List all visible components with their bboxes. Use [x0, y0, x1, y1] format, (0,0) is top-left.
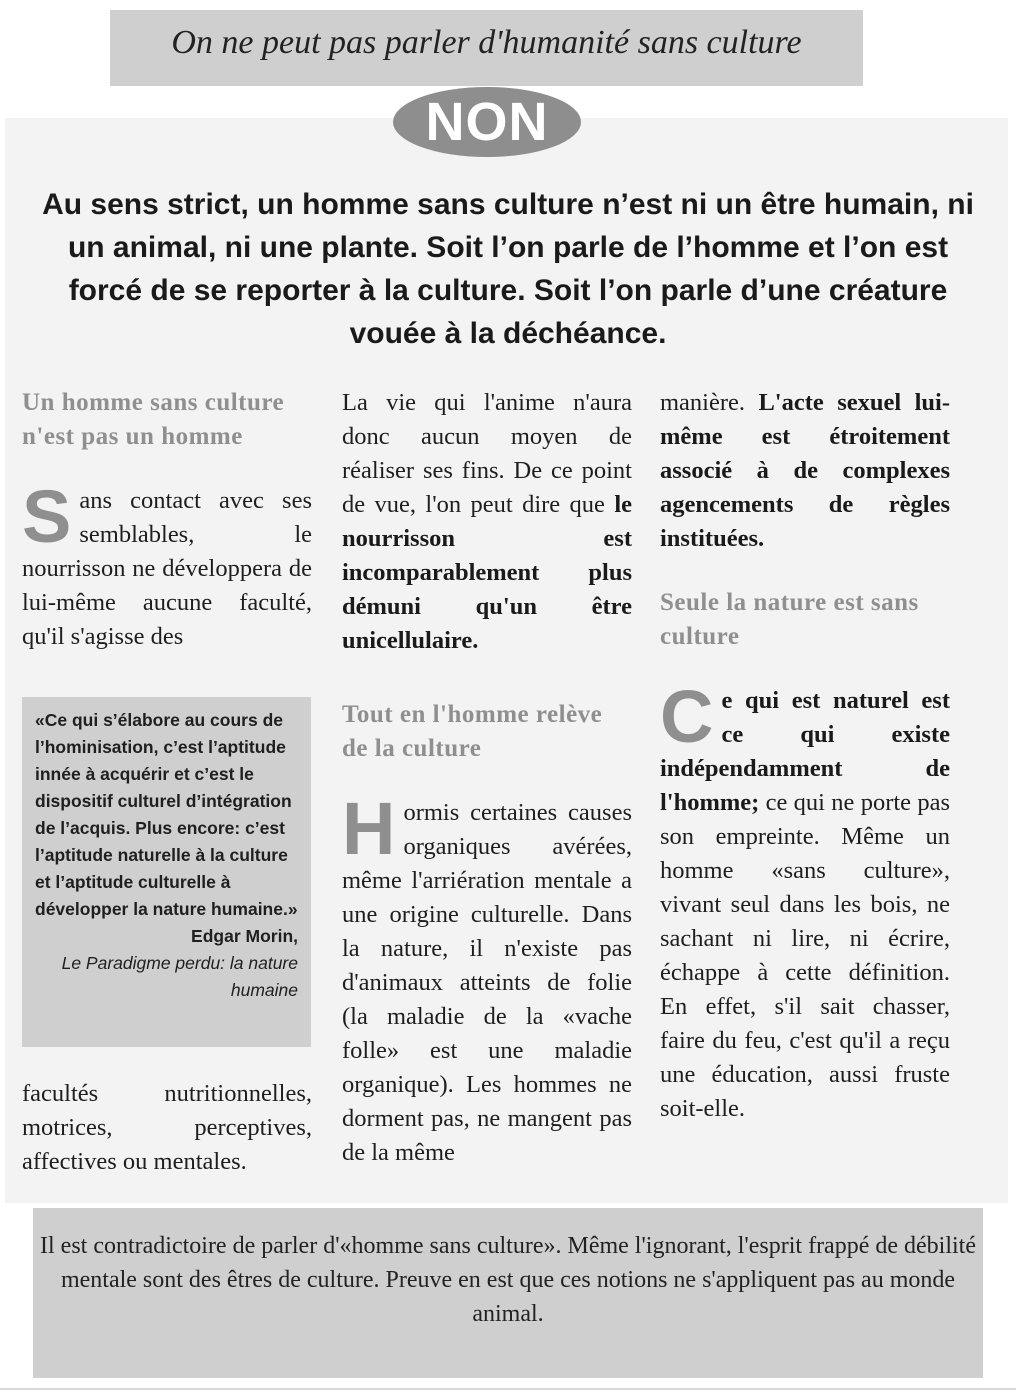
column-2 — [342, 386, 632, 1170]
column-2-paragraph-2 — [342, 787, 632, 1170]
column-1-continuation: facultés nutritionnelles, motrices, perceptives, affectives ou mentales. — [22, 1080, 312, 1175]
column-3-paragraph-2 — [660, 675, 950, 1126]
column-1 — [22, 386, 312, 654]
bottom-rule — [0, 1388, 1016, 1390]
header-title: On ne peut pas parler d'humanité sans culture — [171, 24, 802, 61]
dropcap-c: C — [660, 675, 714, 758]
column-2-heading: Tout en l'homme relève de la culture — [342, 701, 603, 762]
header-banner — [110, 10, 863, 86]
column-1-paragraph — [22, 475, 312, 654]
column-3-paragraph — [660, 386, 950, 556]
column-1-heading: Un homme sans culture n'est pas un homme — [22, 389, 285, 450]
conclusion-banner — [33, 1208, 983, 1378]
quote-box — [22, 697, 311, 1047]
quote-author: Edgar Morin, — [191, 926, 298, 946]
column-2-bold-text: le nourrisson est incomparablement plus démuni qu'un être unicellulaire. — [342, 491, 632, 654]
lead-paragraph: Au sens strict, un homme sans culture n’est ni un être humain, ni un animal, ni une plante. Soit l’on parle de l’homme et l’on est forcé de se reporter à la culture. Soit l’on parle d’une créature vouée à la déchéance. — [42, 188, 974, 350]
column-3 — [660, 386, 950, 1126]
non-badge: NON — [393, 87, 581, 157]
quote-text: «Ce qui s’élabore au cours de l’hominisation, c’est l’aptitude innée à acquérir et c’est le dispositif culturel d’intégration de l’acquis. Plus encore: c’est l’aptitude naturelle à la culture et l’aptitude culturelle à développer la nature humaine.» — [35, 710, 298, 919]
column-2-text-2: ormis certaines causes organiques avérées, même l'arriération mentale a une origine culturelle. Dans la nature, il n'existe pas d'animaux atteints de folie (la maladie de la «vache folle» est une maladie organique). Les hommes ne dorment pas, ne mangent pas de la même — [342, 799, 632, 1166]
column-3-bold-text: L'acte sexuel lui-même est étroitement associé à de complexes agencements de règles instituées. — [660, 389, 951, 552]
column-3-text-2: ce qui ne porte pas son empreinte. Même un homme «sans culture», vivant seul dans les bois, ne sachant ni lire, ni écrire, échappe à cette définition. En effet, s'il sait chasser, faire du feu, c'est qu'il a reçu une éducation, aussi fruste soit-elle. — [660, 789, 950, 1122]
quote-source: Le Paradigme perdu: la nature humaine — [61, 953, 298, 1000]
column-3-text: manière. — [660, 389, 746, 416]
column-1-text: ans contact avec ses semblables, le nourrisson ne développera de lui-même aucune faculté, qu'il s'agisse des — [22, 487, 312, 650]
dropcap-s: S — [22, 475, 72, 558]
column-3-heading: Seule la nature est sans culture — [660, 589, 919, 650]
column-2-paragraph — [342, 386, 632, 658]
column-3-bold-text-2: e qui est naturel est ce qui existe indépendamment de l'homme; — [660, 687, 950, 816]
conclusion-text: Il est contradictoire de parler d'«homme sans culture». Même l'ignorant, l'esprit frappé de débilité mentale sont des êtres de culture. Preuve en est que ces notions ne s'appliquent pas au monde animal. — [40, 1233, 976, 1327]
column-2-text: La vie qui l'anime n'aura donc aucun moyen de réaliser ses fins. De ce point de vue, l'on peut dire que — [342, 389, 632, 518]
dropcap-h: H — [342, 787, 396, 870]
